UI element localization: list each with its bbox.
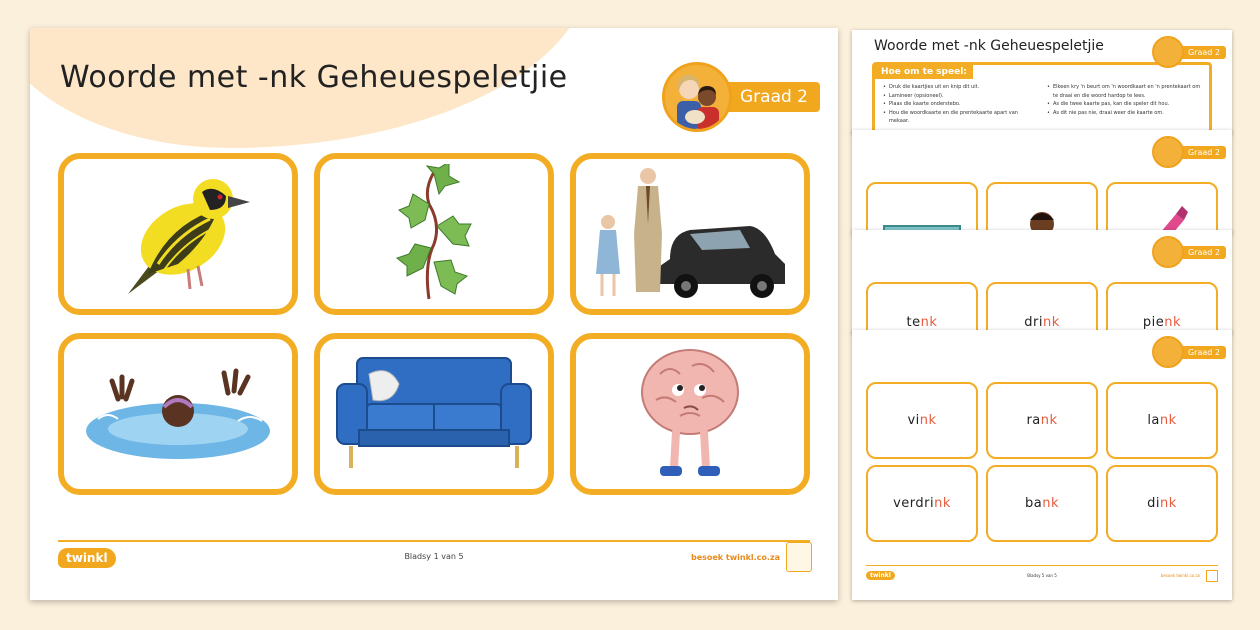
thumbnail-grade-label: Graad 2 [1180,246,1226,259]
thumbnail-stamp-icon [1206,570,1218,582]
word-ending: nk [1159,413,1177,428]
word-stem: pie [1142,314,1165,330]
word-card [986,282,1098,334]
thumbnail-grade-label: Graad 2 [1180,46,1226,59]
page-number: Bladsy 1 van 5 [404,552,464,561]
word-stem: dri [1024,314,1043,330]
thumbnail-title: Woorde met -nk Geheuespeletjie [874,38,1104,54]
thumbnail-page-instructions[interactable] [852,30,1232,134]
picture-card-drowning-child[interactable] [58,333,298,495]
man-with-car-icon [590,164,790,304]
instruction-item: • As die twee kaarte pas, kan die speler dit hou. [1047,100,1201,109]
thumbnail-page-words-2[interactable] [852,330,1232,600]
thumbnail-grade-label: Graad 2 [1180,346,1226,359]
kids-avatar-icon [662,62,732,132]
blue-couch-icon [329,354,539,474]
thumbnail-card-boy-drinking [986,182,1098,234]
kids-avatar-icon [1152,236,1184,268]
thumbnail-footer-divider [866,565,1218,566]
instructions-left [883,83,1037,126]
instruction-item: • Lamineer (opsioneel). [883,92,1037,101]
word-ending: nk [1042,314,1060,330]
main-page [30,28,838,600]
word-ending: nk [919,413,937,428]
picture-card-blue-couch[interactable] [314,333,554,495]
word-card [1106,382,1218,459]
grade-badge [662,62,820,132]
instruction-item: • Plaas die kaarte onderstebo. [883,100,1037,109]
word-stem: te [906,314,921,330]
word-card [986,465,1098,542]
instruction-item: • Elkeen kry 'n beurt om 'n woordkaart en 'n prentekaart om te draai en die woord hardop te lees. [1047,83,1201,100]
word-stem: ra [1026,413,1041,428]
word-ending: nk [1042,496,1059,511]
instruction-item: • Druk die kaartjies uit en knip dit uit. [883,83,1037,92]
how-to-play-heading: Hoe om te speel: [875,65,973,79]
thumbnail-visit-link: besoek twinkl.co.za [1160,573,1200,578]
word-stem: la [1147,413,1160,428]
word-ending: nk [1040,413,1058,428]
kids-avatar-icon [1152,336,1184,368]
picture-card-ivy-vine[interactable] [314,153,554,315]
thumbnail-twinkl-logo: twinkl [866,571,895,580]
weaver-bird-icon [98,164,258,304]
word-card [866,465,978,542]
word-card [866,382,978,459]
thumbnail-card-row [866,182,1218,234]
footer-divider [58,540,810,542]
word-card [986,382,1098,459]
word-ending: nk [1164,314,1182,330]
thumbnail-page-number: Bladsy 5 van 5 [1027,573,1057,578]
ivy-vine-icon [379,164,489,304]
instruction-item: • As dit nie pas nie, draai weer die kaarte om. [1047,109,1201,118]
thumbnail-word-grid [866,382,1218,542]
picture-card-man-with-car[interactable] [570,153,810,315]
word-ending: nk [920,314,938,330]
thumbnail-page-words-1[interactable] [852,230,1232,334]
word-card [1106,282,1218,334]
word-ending: nk [1160,496,1177,511]
twinkl-logo[interactable]: twinkl [58,548,116,568]
word-ending: nk [934,496,951,511]
drowning-child-icon [78,359,278,469]
word-card [1106,465,1218,542]
kids-avatar-icon [1152,136,1184,168]
thumbnail-grade-badge [1152,136,1226,168]
how-to-play-box [872,62,1212,134]
word-stem: verdri [893,496,935,511]
word-card [866,282,978,334]
quality-stamp-icon [786,542,812,572]
word-stem: ba [1025,496,1043,511]
thumbnail-card-aquarium [866,182,978,234]
grade-label: Graad 2 [726,82,820,112]
instructions-right [1047,83,1201,126]
word-stem: vi [907,413,920,428]
kids-avatar-icon [1152,36,1184,68]
thumbnail-grade-label: Graad 2 [1180,146,1226,159]
thumbnail-card-crayon [1106,182,1218,234]
picture-card-thinking-brain[interactable] [570,333,810,495]
page-title: Woorde met -nk Geheuespeletjie [60,60,568,95]
word-stem: di [1147,496,1161,511]
visit-link[interactable]: besoek twinkl.co.za [690,553,780,562]
picture-card-grid [58,153,810,495]
thumbnail-grade-badge [1152,336,1226,368]
thumbnail-word-row [866,282,1218,334]
instruction-item: • Hou die woordkaarte en die prentekaarte apart van mekaar. [883,109,1037,126]
picture-card-weaver-bird[interactable] [58,153,298,315]
thinking-brain-icon [630,344,750,484]
thumbnail-grade-badge [1152,236,1226,268]
thumbnail-page-pictures[interactable] [852,130,1232,234]
